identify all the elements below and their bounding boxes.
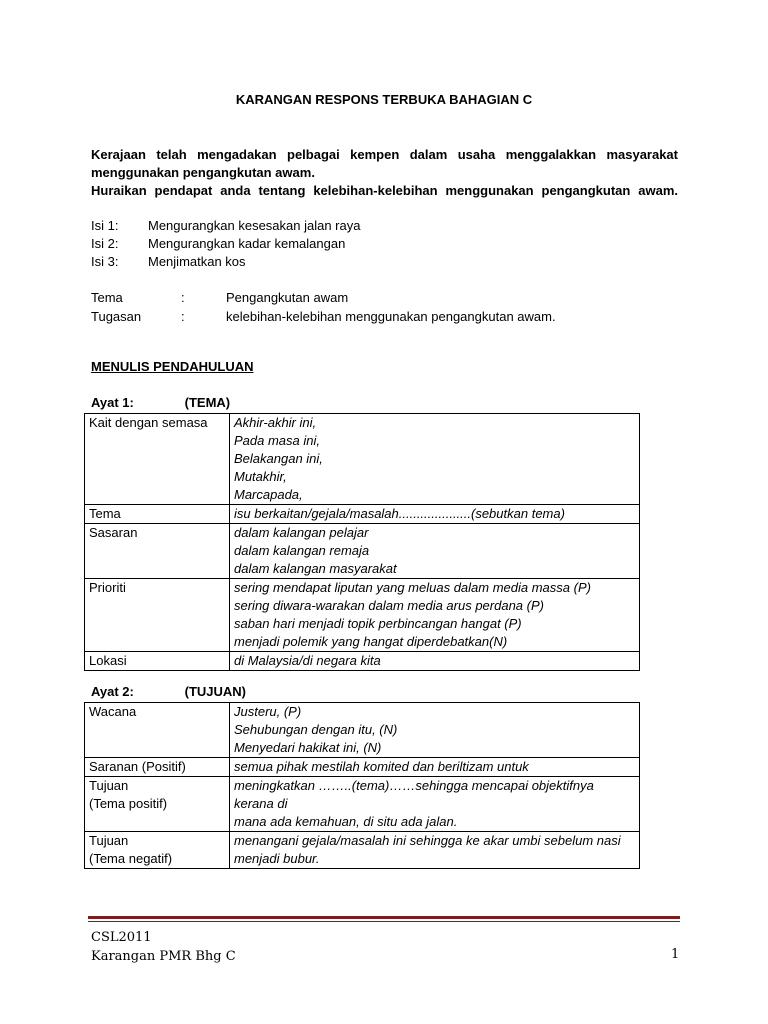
table-row [85, 832, 640, 869]
table-row [85, 579, 640, 652]
row-key: Tema [85, 505, 230, 524]
row-value [230, 524, 640, 579]
ayat-tag: (TUJUAN) [184, 684, 247, 699]
row-value [230, 777, 640, 832]
isi-text: Mengurangkan kesesakan jalan raya [148, 218, 361, 233]
value-line: Sehubungan dengan itu, (N) [234, 722, 398, 737]
isi-text: Mengurangkan kadar kemalangan [148, 236, 346, 251]
question-line-2: menggunakan pengangkutan awam. [91, 165, 315, 180]
ayat-label: Ayat 1: [91, 395, 134, 410]
table-row [85, 414, 640, 505]
value-line: semua pihak mestilah komited dan beriltizam untuk [234, 759, 529, 774]
value-line: Justeru, (P) [234, 704, 302, 719]
footer [91, 928, 236, 966]
tema-text: Pengangkutan awam [226, 290, 349, 305]
isi-label: Isi 3: [91, 254, 119, 269]
row-value [230, 758, 640, 777]
value-line: Belakangan ini, [234, 451, 323, 466]
value-line: menjadi polemik yang hangat diperdebatkan(N) [234, 634, 508, 649]
row-key: Prioriti [85, 579, 230, 652]
page-number: 1 [671, 947, 680, 962]
value-line: Akhir-akhir ini, [234, 415, 317, 430]
table-row [85, 758, 640, 777]
value-line: Pada masa ini, [234, 433, 320, 448]
tema-colon: : [181, 290, 185, 305]
isi-text: Menjimatkan kos [148, 254, 246, 269]
value-line: dalam kalangan pelajar [234, 525, 369, 540]
key-line: Tujuan [89, 778, 129, 793]
footer-rule-thin [88, 921, 680, 922]
question-block [91, 146, 678, 200]
isi-item [91, 253, 360, 271]
value-line: menjadi bubur. [234, 851, 320, 866]
value-line: menangani gejala/masalah ini sehingga ke akar umbi sebelum nasi [234, 833, 621, 848]
key-line: Tujuan [89, 833, 129, 848]
isi-list [91, 217, 360, 271]
row-value [230, 414, 640, 505]
value-line: Menyedari hakikat ini, (N) [234, 740, 382, 755]
ayat-tag: (TEMA) [184, 395, 231, 410]
footer-line-2: Karangan PMR Bhg C [91, 949, 236, 964]
key-line: Saranan (Positif) [89, 759, 186, 774]
row-key: Sasaran [85, 524, 230, 579]
footer-rule-thick [88, 916, 680, 919]
row-value [230, 703, 640, 758]
ayat-label: Ayat 2: [91, 684, 134, 699]
value-line: dalam kalangan masyarakat [234, 561, 397, 576]
value-line: sering mendapat liputan yang meluas dalam media massa (P) [234, 580, 591, 595]
table-row [85, 652, 640, 671]
tugasan-text: kelebihan-kelebihan menggunakan pengangkutan awam. [226, 309, 556, 324]
key-lines [89, 777, 225, 813]
ayat-2-heading [91, 684, 246, 699]
value-line: di Malaysia/di negara kita [234, 653, 381, 668]
value-line: meningkatkan ……..(tema)……sehingga mencapai objektifnya kerana di [234, 778, 594, 811]
isi-label: Isi 2: [91, 236, 119, 251]
value-line: sering diwara-warakan dalam media arus perdana (P) [234, 598, 544, 613]
table-row [85, 703, 640, 758]
row-key [85, 758, 230, 777]
footer-line-1: CSL2011 [91, 930, 152, 945]
row-key [85, 832, 230, 869]
isi-item [91, 217, 360, 235]
key-lines [89, 832, 225, 868]
tema-label: Tema [91, 290, 123, 305]
row-key [85, 703, 230, 758]
tugasan-label: Tugasan [91, 309, 142, 324]
footer-rule [88, 916, 680, 922]
tugasan-row [91, 307, 556, 326]
ayat-1-heading [91, 395, 230, 410]
key-line: (Tema negatif) [89, 851, 173, 866]
question-line-3: Huraikan pendapat anda tentang kelebihan-kelebihan menggunakan pengangkutan awam. [91, 183, 678, 198]
ayat-2-table [84, 702, 640, 869]
tema-block [91, 288, 556, 326]
tema-row [91, 288, 556, 307]
row-value [230, 832, 640, 869]
row-value [230, 579, 640, 652]
row-key [85, 777, 230, 832]
question-line-1: Kerajaan telah mengadakan pelbagai kempen dalam usaha menggalakkan masyarakat [91, 147, 678, 162]
ayat-1-table [84, 413, 640, 671]
isi-label: Isi 1: [91, 218, 119, 233]
table-row [85, 505, 640, 524]
row-key: Lokasi [85, 652, 230, 671]
value-line: dalam kalangan remaja [234, 543, 370, 558]
row-key: Kait dengan semasa [85, 414, 230, 505]
value-line: isu berkaitan/gejala/masalah....................(sebutkan tema) [234, 506, 565, 521]
section-heading: MENULIS PENDAHULUAN [91, 359, 254, 374]
tugasan-colon: : [181, 309, 185, 324]
value-line: mana ada kemahuan, di situ ada jalan. [234, 814, 458, 829]
key-line: (Tema positif) [89, 796, 168, 811]
value-line: Mutakhir, [234, 469, 287, 484]
document-title: KARANGAN RESPONS TERBUKA BAHAGIAN C [235, 92, 533, 107]
table-row [85, 777, 640, 832]
value-line: Marcapada, [234, 487, 303, 502]
row-value [230, 505, 640, 524]
key-line: Wacana [89, 704, 137, 719]
isi-item [91, 235, 360, 253]
row-value [230, 652, 640, 671]
table-row [85, 524, 640, 579]
value-line: saban hari menjadi topik perbincangan hangat (P) [234, 616, 522, 631]
